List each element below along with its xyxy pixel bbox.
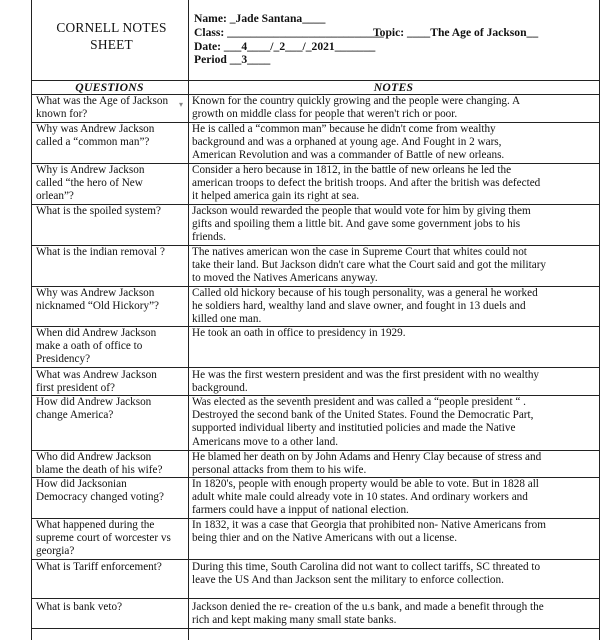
question-cell: What is Tariff enforcement? bbox=[36, 561, 162, 573]
notes-cell: Called old hickory because of his tough personality, was a general he worked he soldiers hard, wealthy land and slave owner, and fought in 13 duels and killed one man. bbox=[192, 287, 538, 326]
question-cell: Who did Andrew Jackson blame the death of his wife? bbox=[36, 451, 163, 477]
question-cell: How did Andrew Jackson change America? bbox=[36, 396, 152, 422]
sheet-title-line1: CORNELL NOTES bbox=[56, 20, 167, 35]
question-cell: Why was Andrew Jackson nicknamed “Old Hickory”? bbox=[36, 287, 160, 313]
question-cell: What is bank veto? bbox=[36, 601, 123, 613]
question-cell: What was the Age of Jackson known for? bbox=[36, 95, 169, 121]
notes-cell: He took an oath in office to presidency in 1929. bbox=[192, 327, 406, 339]
question-cell: How did Jacksonian Democracy changed voting? bbox=[36, 478, 164, 504]
notes-cell: Jackson would rewarded the people that would vote for him by giving them gifts and spoiling them a little bit. And gave some government jobs to his friends. bbox=[192, 205, 531, 244]
questions-heading: QUESTIONS bbox=[75, 81, 144, 94]
question-cell: What is the spoiled system? bbox=[36, 205, 161, 217]
row-divider bbox=[31, 598, 600, 599]
row-divider bbox=[31, 628, 600, 629]
notes-cell: Known for the country quickly growing and the people were changing. A growth on middle class for people that weren't rich or poor. bbox=[192, 95, 521, 121]
question-cell: When did Andrew Jackson make a oath of office to Presidency? bbox=[36, 327, 157, 366]
date-field: Date: ___4____/_2___/_2021_______ bbox=[194, 40, 376, 53]
name-field: Name: _Jade Santana____ bbox=[194, 12, 326, 25]
notes-cell: In 1820's, people with enough property would be able to vote. But in 1828 all adult white male could already vote in 10 states. And ordinary workers and farmers could have a inpput of national election. bbox=[192, 478, 539, 517]
row-divider bbox=[31, 367, 600, 368]
sheet-title-line2: SHEET bbox=[90, 37, 133, 52]
notes-cell: He is called a “common man” because he didn't come from wealthy background and was a orphaned at young age. And Fought in 2 wars, American Revolution and was a commander of Battle of new orleans. bbox=[192, 123, 505, 162]
notes-heading: NOTES bbox=[373, 81, 414, 94]
cornell-notes-sheet bbox=[31, 0, 600, 640]
notes-cell: In 1832, it was a case that Georgia that prohibited non- Native Americans from being thier and on the Native Americans with out a license. bbox=[192, 519, 546, 545]
notes-cell: Consider a hero because in 1812, in the battle of new orleans he led the american troops to defect the british troops. And after the british was defected it helped america gain its right at sea. bbox=[192, 164, 541, 203]
left-border bbox=[31, 0, 32, 640]
period-field: Period __3____ bbox=[194, 53, 271, 66]
notes-cell: He blamed her death on by John Adams and Henry Clay because of stress and personal attacks from them to his wife. bbox=[192, 451, 542, 477]
topic-field: Topic: ____The Age of Jackson__ bbox=[373, 26, 539, 39]
column-divider bbox=[188, 0, 189, 640]
notes-cell: Jackson denied the re- creation of the u.s bank, and made a benefit through the rich and kept making many small state banks. bbox=[192, 601, 544, 627]
notes-cell: The natives american won the case in Supreme Court that whites could not take their land. But Jackson didn't care what the Court said and got the military to moved the Natives Americans anyway. bbox=[192, 246, 547, 285]
sheet-title bbox=[31, 19, 192, 53]
class-field: Class: ___________________________ bbox=[194, 26, 384, 39]
question-cell: Why is Andrew Jackson called “the hero of New orlean”? bbox=[36, 164, 145, 203]
cell-dropdown-icon[interactable]: ▾ bbox=[179, 100, 184, 109]
notes-cell: Was elected as the seventh president and was called a “people president “ . Destroyed the second bank of the United States. Found the Democratic Part, supported individual liberty and institutied policies and made the Native Americans move to a other land. bbox=[192, 396, 534, 448]
question-cell: Why was Andrew Jackson called a “common man”? bbox=[36, 123, 155, 149]
question-cell: What happened during the supreme court of worcester vs georgia? bbox=[36, 519, 171, 558]
notes-cell: During this time, South Carolina did not want to collect tariffs, SC threated to leave the US And than Jackson sent the military to enforce collection. bbox=[192, 561, 541, 587]
row-divider bbox=[31, 559, 600, 560]
notes-cell: He was the first western president and was the first president with no wealthy background. bbox=[192, 369, 540, 395]
question-cell: What is the indian removal ? bbox=[36, 246, 165, 258]
question-cell: What was Andrew Jackson first president of? bbox=[36, 369, 157, 395]
